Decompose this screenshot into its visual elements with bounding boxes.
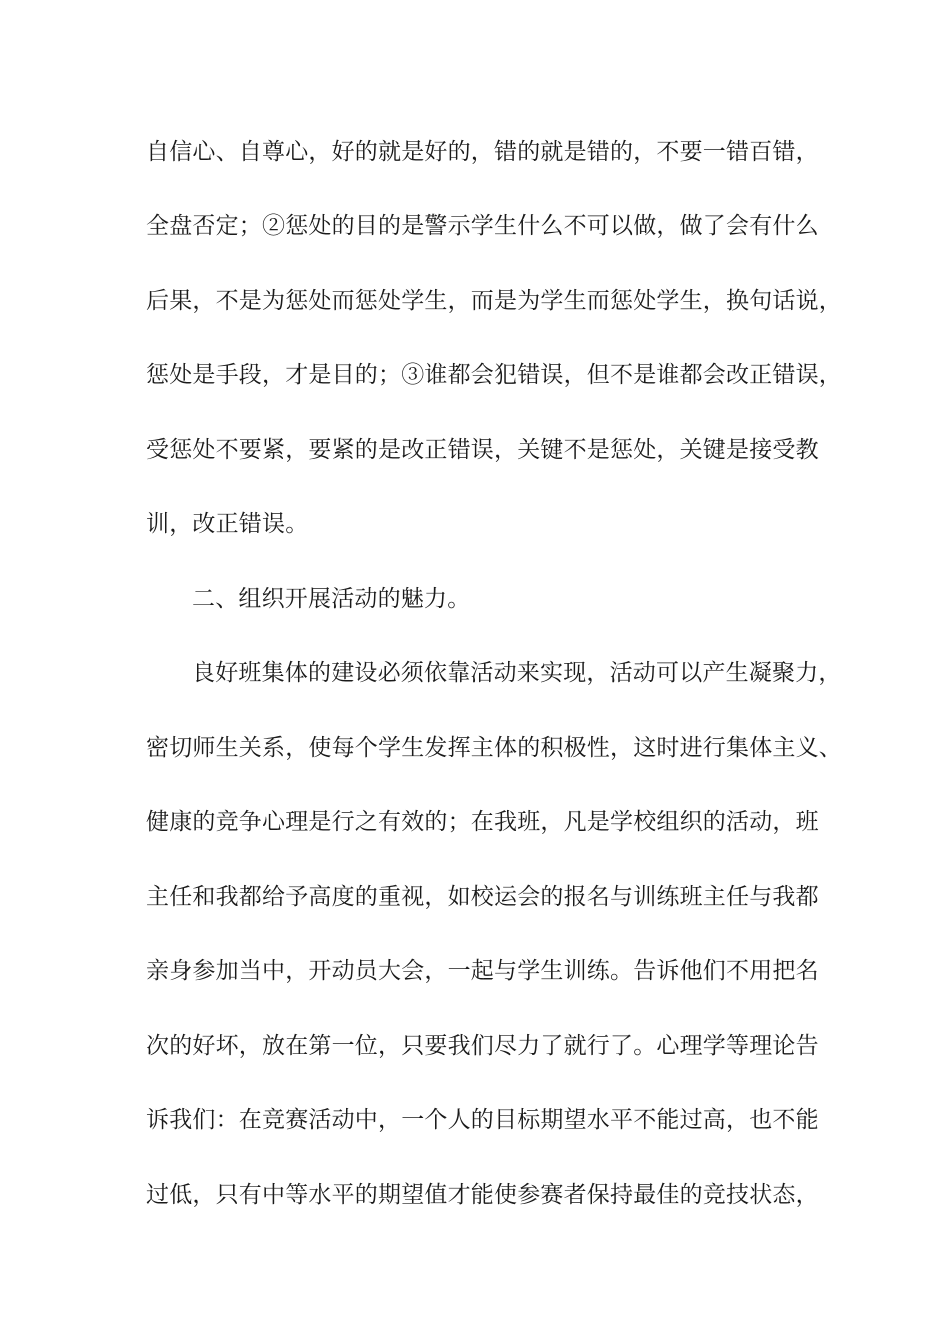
- text-line-2: 全盘否定；②惩处的目的是警示学生什么不可以做，做了会有什么: [146, 213, 819, 239]
- section-heading: 二、组织开展活动的魅力。: [192, 586, 471, 612]
- text-line-14: 诉我们：在竞赛活动中，一个人的目标期望水平不能过高，也不能: [146, 1107, 819, 1133]
- text-line-10: 健康的竞争心理是行之有效的；在我班，凡是学校组织的活动，班: [146, 809, 819, 835]
- text-line-13: 次的好坏，放在第一位，只要我们尽力了就行了。心理学等理论告: [146, 1033, 819, 1059]
- text-line-8: 良好班集体的建设必须依靠活动来实现，活动可以产生凝聚力，: [192, 660, 842, 686]
- text-line-12: 亲身参加当中，开动员大会，一起与学生训练。告诉他们不用把名: [146, 958, 819, 984]
- text-line-5: 受惩处不要紧，要紧的是改正错误，关键不是惩处，关键是接受教: [146, 437, 819, 463]
- text-line-3: 后果，不是为惩处而惩处学生，而是为学生而惩处学生，换句话说，: [146, 288, 842, 314]
- text-line-11: 主任和我都给予高度的重视，如校运会的报名与训练班主任与我都: [146, 884, 819, 910]
- text-line-9: 密切师生关系，使每个学生发挥主体的积极性，这时进行集体主义、: [146, 735, 842, 761]
- text-line-15: 过低，只有中等水平的期望值才能使参赛者保持最佳的竞技状态，: [146, 1182, 819, 1208]
- text-line-1: 自信心、自尊心，好的就是好的，错的就是错的，不要一错百错，: [146, 139, 819, 165]
- text-line-6: 训，改正错误。: [146, 511, 309, 537]
- text-line-4: 惩处是手段，才是目的；③谁都会犯错误，但不是谁都会改正错误，: [146, 362, 842, 388]
